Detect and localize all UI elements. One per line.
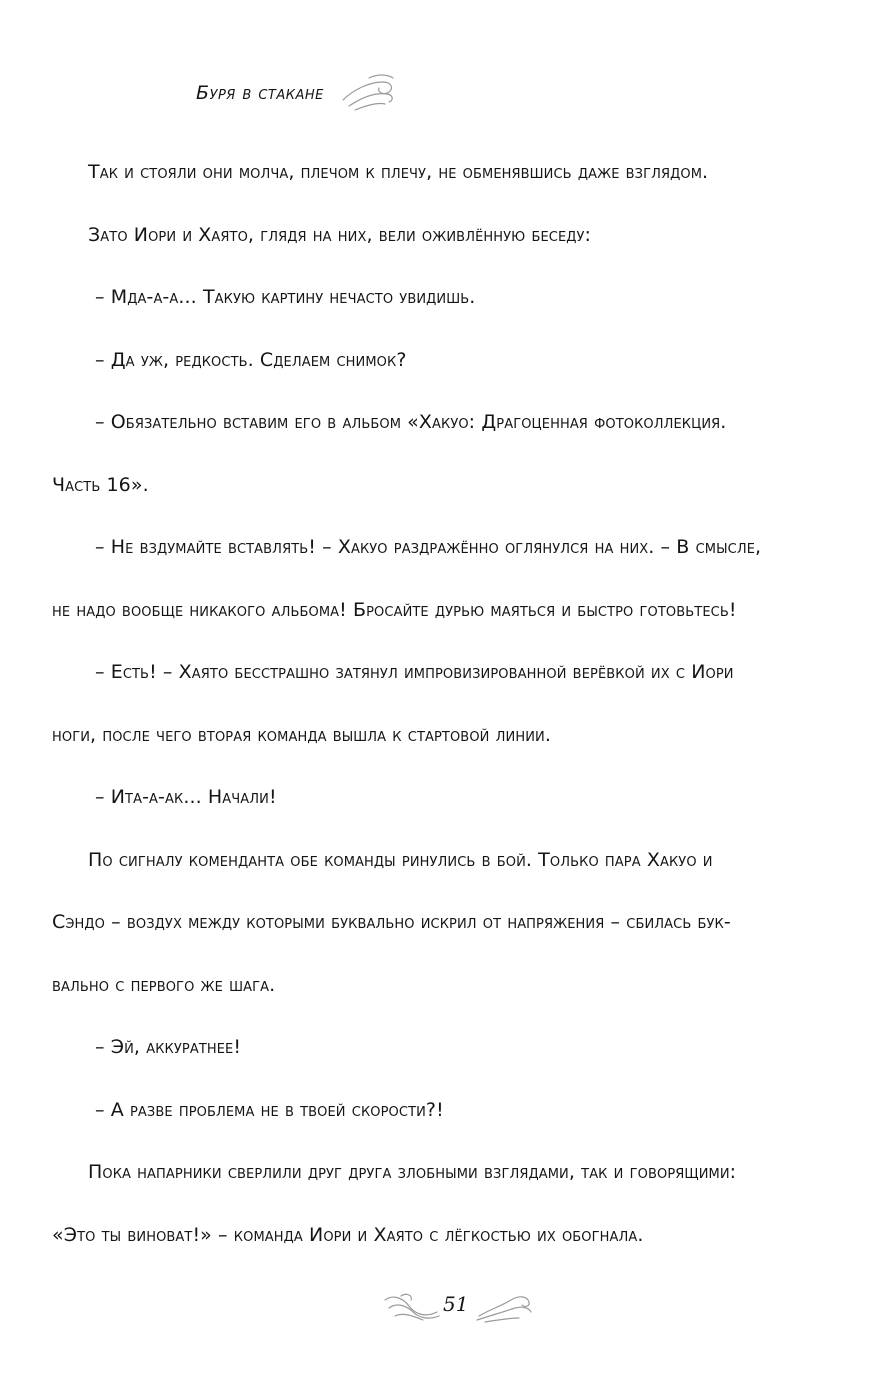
dialogue-line: – Обязательно вставим его в альбом «Хакуо: Драгоценная фотоколлекция. — [95, 411, 727, 433]
swirl-flourish-icon — [383, 1290, 441, 1328]
swirl-flourish-icon — [339, 70, 399, 118]
dialogue-line: – Не вздумайте вставлять! – Хакуо раздражённо оглянулся на них. – В смысле, — [95, 536, 762, 558]
body-text — [52, 152, 833, 1277]
text-line: Часть 16». — [52, 473, 149, 496]
page-number: 51 — [443, 1292, 469, 1316]
text-line: «Это ты виноват!» – команда Иори и Хаято с лёгкостью их обогнала. — [52, 1223, 644, 1246]
text-line: Пока напарники сверлили друг друга злобными взглядами, так и говорящими: — [88, 1161, 737, 1183]
text-line: ноги, после чего вторая команда вышла к стартовой линии. — [52, 723, 551, 746]
dialogue-line: – Эй, аккуратнее! — [95, 1036, 242, 1058]
text-line: не надо вообще никакого альбома! Бросайте дурью маяться и быстро готовьтесь! — [52, 598, 737, 621]
dialogue-line: – Ита-а-ак... Начали! — [95, 786, 277, 808]
text-line: Зато Иори и Хаято, глядя на них, вели оживлённую беседу: — [88, 223, 592, 246]
dialogue-line: – Есть! – Хаято бесстрашно затянул импровизированной верёвкой их с Иори — [95, 661, 734, 683]
swirl-flourish-icon — [475, 1290, 533, 1328]
running-head-title: Буря в стакане — [196, 82, 324, 104]
dialogue-line: – Да уж, редкость. Сделаем снимок? — [95, 348, 407, 371]
dialogue-line: – А разве проблема не в твоей скорости?! — [95, 1098, 444, 1121]
text-line: Сэндо – воздух между которыми буквально искрил от напряжения – сбилась бук- — [52, 911, 731, 933]
text-line: По сигналу коменданта обе команды ринулись в бой. Только пара Хакуо и — [88, 848, 713, 871]
running-head — [196, 70, 416, 120]
text-line: Так и стояли они молча, плечом к плечу, не обменявшись даже взглядом. — [88, 161, 709, 183]
dialogue-line: – Мда-а-а... Такую картину нечасто увидишь. — [95, 286, 476, 308]
page-footer — [383, 1284, 533, 1328]
text-line: вально с первого же шага. — [52, 973, 276, 996]
